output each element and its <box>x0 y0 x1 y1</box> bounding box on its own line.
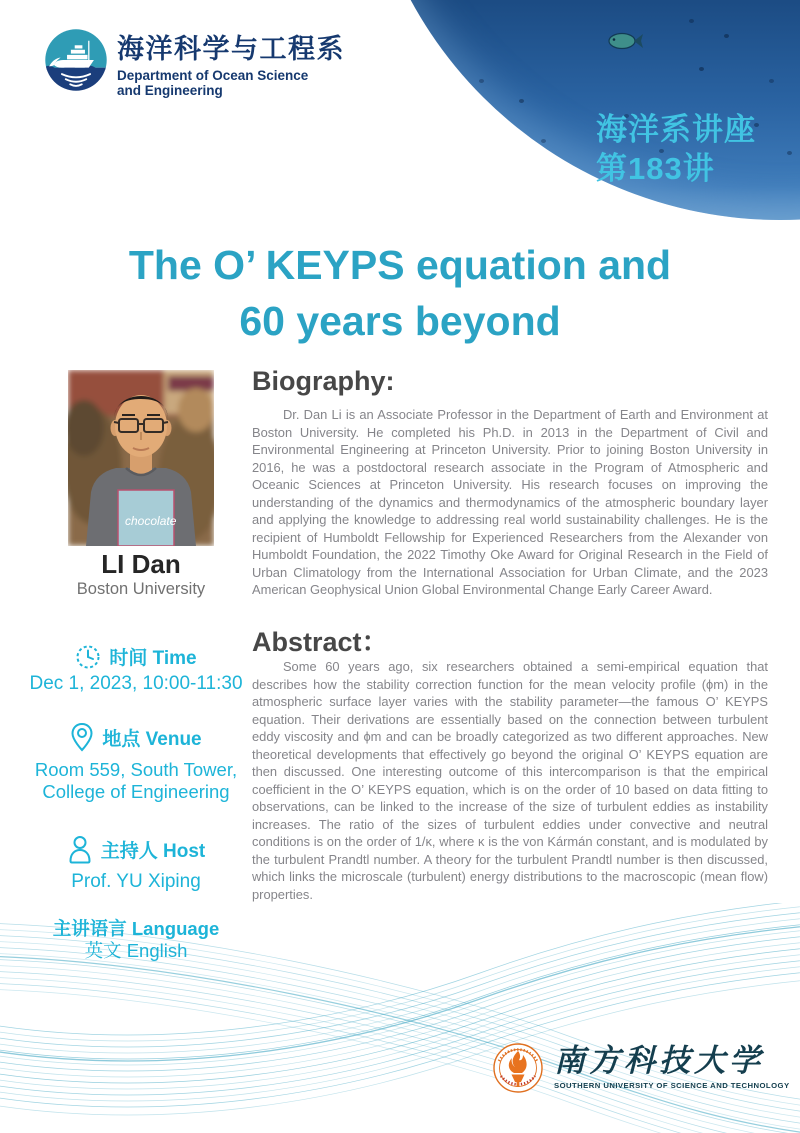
university-name-cn: 南方科技大学 <box>554 1043 764 1078</box>
lecture-series-badge <box>596 110 796 188</box>
host-row <box>30 834 242 864</box>
university-emblem-icon <box>492 1042 544 1094</box>
ship-logo-icon <box>44 28 108 92</box>
venue-value <box>18 759 254 803</box>
lecture-title-line2: 60 years beyond <box>239 298 561 344</box>
host-value: Prof. YU Xiping <box>71 871 201 892</box>
time-label: 时间 Time <box>109 648 197 669</box>
venue-row <box>30 722 242 752</box>
venue-label: 地点 Venue <box>102 728 202 750</box>
university-logo <box>492 1042 790 1094</box>
abstract-heading: Abstract： <box>252 627 389 657</box>
time-row <box>30 643 242 670</box>
person-icon <box>67 834 93 864</box>
biography-heading: Biography: <box>252 366 395 396</box>
venue-line1: Room 559, South Tower, <box>34 759 238 780</box>
department-name-cn: 海洋科学与工程系 <box>117 34 345 64</box>
venue-line2: College of Engineering <box>42 781 230 802</box>
speaker-name: LI Dan <box>101 549 181 579</box>
biography-text: Dr. Dan Li is an Associate Professor in the Department of Earth and Environment at Boston University. He completed his Ph.D. in 2013 in the Department of Civil and Environmental Engineering at Princeton University. Prior to joining Boston University in 2016, he was a postdoctoral research associate in the Program of Atmospheric and Oceanic Sciences at Princeton University. His research focuses on improving the understanding of the dynamics and thermodynamics of the atmospheric boundary layer and applying the knowledge to addressing real world sustainability challenges. He is the recipient of Humboldt Fellowship for Experienced Researchers from the Alexander von Humboldt Foundation, the 2022 Timothy Oke Award for Original Research in the Field of Urban Climatology from the International Association for Urban Climate, and the 2023 American Geophysical Union Global Environmental Change Early Career Award. <box>252 407 768 597</box>
host-label: 主持人 Host <box>100 840 206 862</box>
wave-lines-decoration <box>0 903 800 1133</box>
time-value: Dec 1, 2023, 10:00-11:30 <box>29 673 243 694</box>
location-pin-icon <box>70 722 94 752</box>
fish-icon <box>605 30 643 52</box>
department-logo <box>44 28 345 98</box>
speaker-photo <box>68 370 214 546</box>
university-name-en: SOUTHERN UNIVERSITY OF SCIENCE AND TECHNOLOGY <box>554 1081 790 1090</box>
language-label: 主讲语言 Language <box>52 918 220 939</box>
abstract-text: Some 60 years ago, six researchers obtained a semi-empirical equation that describes how the stability correction function for the mean velocity profile (ϕm) in the atmospheric surface layer varies with the stability parameter—the famous O’ KEYPS equation. Their derivations are essentially based on the connection between turbulent eddy viscosity and ϕm and can be broadly categorized as two different approaches. New theoretical developments that effectively go beyond the original O’ KEYPS equation are then discussed. One interesting outcome of this intercomparison is that the empirical coefficient in the O’ KEYPS equation, which is on the order of 10 based on data fitting to observations, can be linked to the increase of the size of turbulent eddies as instability increases. The ratio of the sizes of turbulent eddies under convective and neutral conditions is on the order of 1/κ, where κ is the von Kármán constant, and is modulated by the turbulent Prandtl number. A theory for the turbulent Prandtl number is then discussed, which links the microscale (turbulent) energy distributions to the macroscopic (mean flow) properties. <box>252 659 768 902</box>
tshirt-print-text: chocolate <box>125 514 177 528</box>
department-name-en-line1: Department of Ocean Science <box>117 68 309 83</box>
clock-icon <box>75 644 101 670</box>
language-value: 英文 English <box>84 940 188 961</box>
department-name-en-line2: and Engineering <box>117 83 223 98</box>
badge-line2: 第183讲 <box>596 151 715 186</box>
speaker-affiliation: Boston University <box>76 580 206 598</box>
lecture-title <box>0 237 800 349</box>
badge-line1: 海洋系讲座 <box>596 112 756 147</box>
lecture-title-line1: The O’ KEYPS equation and <box>128 242 672 288</box>
